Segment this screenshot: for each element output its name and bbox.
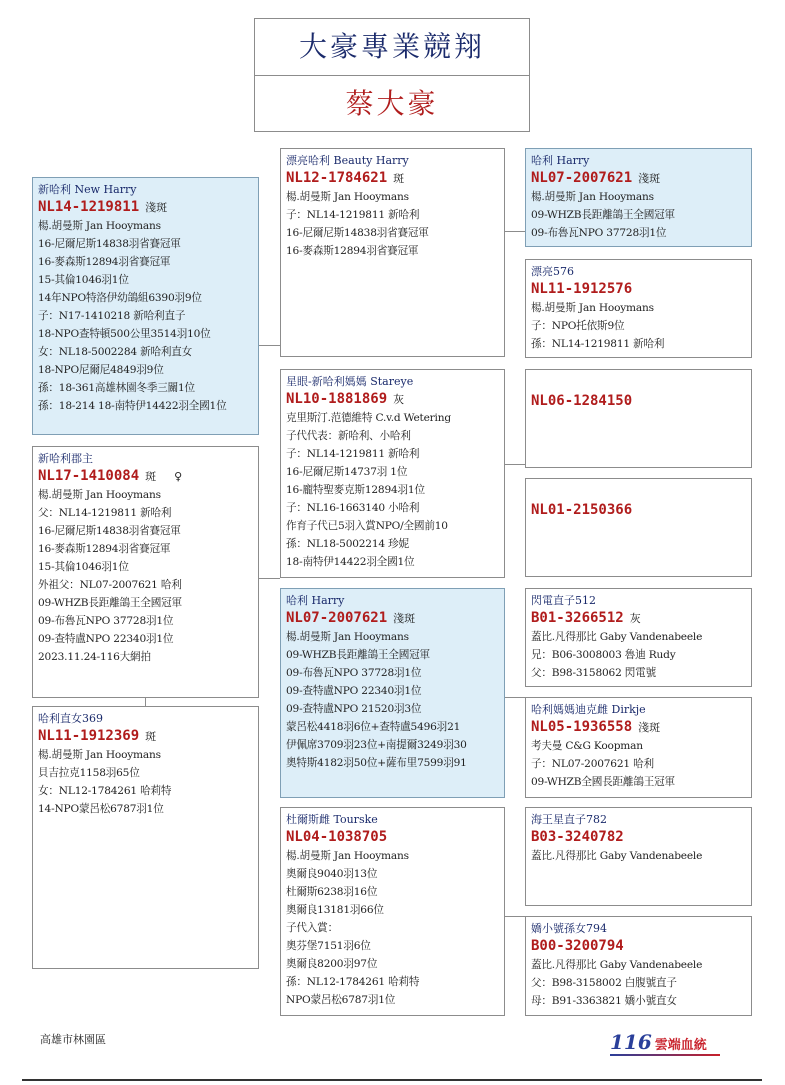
info-line: 楊.胡曼斯 Jan Hooymans [38, 220, 161, 232]
ring-number [531, 937, 746, 956]
info-line: 09-查特盧NPO 22340羽1位 [286, 685, 422, 697]
pigeon-color: 斑 [145, 470, 157, 483]
connector-sire2-gp [505, 697, 525, 698]
pigeon-card-new-harry-princess [32, 446, 259, 698]
ring-number-text: NL17-1410084 [38, 468, 140, 484]
info-line: 克里斯汀.范德維特 C.v.d Wetering [286, 412, 451, 424]
info-line: 母：B91-3363821 嬌小號直女 [531, 995, 677, 1007]
pigeon-card-dirkje [525, 697, 752, 798]
ring-number [38, 198, 253, 217]
info-line: 子：N17-1410218 新哈利直子 [38, 310, 186, 322]
ring-number [531, 392, 746, 411]
pigeon-color: 淺斑 [638, 721, 661, 734]
info-line: 09-WHZB長距離鴿王全國冠軍 [38, 597, 182, 609]
ring-number-text: NL14-1219811 [38, 199, 140, 215]
info-line: 孫：NL14-1219811 新哈利 [531, 338, 665, 350]
logo-underline [610, 1054, 720, 1056]
info-line: 楊.胡曼斯 Jan Hooymans [531, 302, 654, 314]
pigeon-color: 灰 [629, 612, 641, 625]
info-line: 女：NL12-1784261 哈莉特 [38, 785, 172, 797]
info-line: 14-NPO蒙呂松6787羽1位 [38, 803, 164, 815]
pigeon-card-neptune-782 [525, 807, 752, 906]
info-line: 兄：B06-3008003 魯迪 Rudy [531, 649, 676, 661]
pigeon-name: 哈利 Harry [531, 154, 590, 167]
ring-number [286, 609, 499, 628]
info-line: 16-尼爾尼斯14838羽省賽冠軍 [38, 525, 181, 537]
footer-location: 高雄市林園區 [40, 1033, 106, 1046]
info-line: 16-麥森斯12894羽省賽冠軍 [286, 245, 419, 257]
pigeon-name: 新哈利 New Harry [38, 183, 137, 196]
pigeon-name: 新哈利郡主 [38, 452, 93, 465]
pigeon-name: 漂亮哈利 Beauty Harry [286, 154, 409, 167]
info-line: 奧芬堡7151羽6位 [286, 940, 371, 952]
info-line: 14年NPO特洛伊幼鴿組6390羽9位 [38, 292, 202, 304]
pigeon-color: 淺斑 [393, 612, 416, 625]
info-line: 楊.胡曼斯 Jan Hooymans [38, 749, 161, 761]
info-line: 子：NL16-1663140 小哈利 [286, 502, 420, 514]
info-line: 蓋比.凡得那比 Gaby Vandenabeele [531, 850, 703, 862]
info-line: 2023.11.24-116大網拍 [38, 651, 151, 663]
logo-number: 116 [610, 1030, 652, 1054]
ring-number [531, 169, 746, 188]
info-line: 16-麥森斯12894羽省賽冠軍 [38, 256, 171, 268]
info-line: 女：NL18-5002284 新哈利直女 [38, 346, 193, 358]
ring-number [531, 280, 746, 299]
ring-number [38, 467, 253, 486]
pigeon-color: 淺斑 [145, 201, 168, 214]
ring-number-text: B00-3200794 [531, 938, 624, 954]
pigeon-card-stareye [280, 369, 505, 578]
pigeon-card-petite-794 [525, 916, 752, 1016]
logo-text: 雲端血統 [654, 1038, 707, 1053]
connector-dam2-gp [505, 916, 525, 917]
info-line: 16-尼爾尼斯14737羽 1位 [286, 466, 408, 478]
pigeon-card-tourske [280, 807, 505, 1016]
info-line: 16-尼爾尼斯14838羽省賽冠軍 [286, 227, 429, 239]
pigeon-card-harry-daughter-369 [32, 706, 259, 969]
pigeon-name: 杜爾斯雌 Tourske [286, 813, 378, 826]
info-line: 18-NPO查特頓500公里3514羽10位 [38, 328, 211, 340]
info-line: 奧爾良13181羽66位 [286, 904, 384, 916]
info-line: 父：NL14-1219811 新哈利 [38, 507, 172, 519]
ring-number-text: B03-3240782 [531, 829, 624, 845]
info-line: NPO蒙呂松6787羽1位 [286, 994, 396, 1006]
info-line: 子代代表：新哈利、小哈利 [286, 430, 411, 442]
pigeon-name: 海王星直子782 [531, 813, 607, 826]
pigeon-card-beauty-576 [525, 259, 752, 358]
ring-number-text: NL07-2007621 [531, 170, 633, 186]
ring-number [38, 727, 253, 746]
pigeon-name: 星眼-新哈利媽媽 Stareye [286, 375, 414, 388]
info-line: 蓋比.凡得那比 Gaby Vandenabeele [531, 631, 703, 643]
info-line: 作育子代已5羽入賞NPO/全國前10 [286, 520, 448, 532]
pigeon-name: 哈利直女369 [38, 712, 103, 725]
info-line: 15-其倫1046羽1位 [38, 274, 129, 286]
ring-number-text: NL10-1881869 [286, 391, 388, 407]
pigeon-card-lightning-512 [525, 588, 752, 687]
info-line: 09-WHZB全國長距離鴿王冠軍 [531, 776, 675, 788]
info-line: 蒙呂松4418羽6位+查特盧5496羽21 [286, 721, 461, 733]
connector-subject2-subject3 [145, 698, 146, 706]
ring-number [286, 828, 499, 847]
info-line: 子：NL14-1219811 新哈利 [286, 209, 420, 221]
pigeon-name: 閃電直子512 [531, 594, 596, 607]
info-line: 09-布魯瓦NPO 37728羽1位 [38, 615, 174, 627]
info-line: 18-南特伊14422羽全國1位 [286, 556, 415, 568]
info-line: 楊.胡曼斯 Jan Hooymans [286, 631, 409, 643]
info-line: 父：B98-3158062 閃電號 [531, 667, 656, 679]
info-line: 楊.胡曼斯 Jan Hooymans [38, 489, 161, 501]
info-line: 孫：NL12-1784261 哈莉特 [286, 976, 420, 988]
ring-number-text: NL12-1784621 [286, 170, 388, 186]
header-box [254, 18, 530, 132]
connector-subject-parents [259, 345, 280, 346]
info-line: 15-其倫1046羽1位 [38, 561, 129, 573]
ring-number-text: NL07-2007621 [286, 610, 388, 626]
info-line: 楊.胡曼斯 Jan Hooymans [531, 191, 654, 203]
info-line: 孫：NL18-5002214 珍妮 [286, 538, 409, 550]
pigeon-color: 灰 [393, 393, 405, 406]
info-line: 父：B98-3158002 白腹號直子 [531, 977, 677, 989]
pigeon-name: 漂亮576 [531, 265, 574, 278]
info-line: 奧爾良8200羽97位 [286, 958, 378, 970]
ring-number [286, 390, 499, 409]
info-line: 奧特斯4182羽50位+薩布里7599羽91 [286, 757, 467, 769]
pigeon-card-harry-gp [525, 148, 752, 247]
info-line: 外祖父：NL07-2007621 哈利 [38, 579, 182, 591]
ring-number-text: NL11-1912576 [531, 281, 633, 297]
info-line: 16-麥森斯12894羽省賽冠軍 [38, 543, 171, 555]
connector-subject2-parents [259, 578, 280, 579]
bottom-rule [22, 1079, 762, 1081]
info-line: 09-WHZB長距離鴿王全國冠軍 [531, 209, 675, 221]
pigeon-card-new-harry [32, 177, 259, 435]
info-line: 伊佩席3709羽23位+南提爾3249羽30 [286, 739, 467, 751]
info-line: 孫：18-361高雄林園冬季三關1位 [38, 382, 195, 394]
ring-number-text: NL01-2150366 [531, 502, 633, 518]
ring-number [531, 609, 746, 628]
info-line: 子：NPO托依斯9位 [531, 320, 625, 332]
ring-number [531, 718, 746, 737]
info-line: 子代入賞： [286, 922, 338, 934]
info-line: 孫：18-214 18-南特伊14422羽全國1位 [38, 400, 227, 412]
ring-number [531, 828, 746, 847]
ring-number-text: B01-3266512 [531, 610, 624, 626]
pigeon-card-harry-2 [280, 588, 505, 798]
ring-number-text: NL11-1912369 [38, 728, 140, 744]
pigeon-color: 斑 [393, 172, 405, 185]
info-line: 16-龐特聖麥克斯12894羽1位 [286, 484, 425, 496]
info-line: 18-NPO尼爾尼4849羽9位 [38, 364, 164, 376]
info-line: 楊.胡曼斯 Jan Hooymans [286, 850, 409, 862]
pigeon-card-nl06 [525, 369, 752, 468]
ring-number-text: NL06-1284150 [531, 393, 633, 409]
ring-number [531, 501, 746, 520]
connector-dam-gp [505, 464, 525, 465]
info-line: 09-查特盧NPO 22340羽1位 [38, 633, 174, 645]
pigeon-name: 哈利 Harry [286, 594, 345, 607]
info-line: 杜爾斯6238羽16位 [286, 886, 378, 898]
info-line: 09-WHZB長距離鴿王全國冠軍 [286, 649, 430, 661]
ring-number-text: NL04-1038705 [286, 829, 388, 845]
pigeon-name: 哈利媽媽迪克雌 Dirkje [531, 703, 646, 716]
info-line: 09-查特盧NPO 21520羽3位 [286, 703, 422, 715]
female-sex-icon: ♀ [174, 470, 183, 483]
info-line: 楊.胡曼斯 Jan Hooymans [286, 191, 409, 203]
info-line: 16-尼爾尼斯14838羽省賽冠軍 [38, 238, 181, 250]
info-line: 09-布魯瓦NPO 37728羽1位 [531, 227, 667, 239]
owner-name: 蔡大豪 [345, 87, 439, 120]
info-line: 09-布魯瓦NPO 37728羽1位 [286, 667, 422, 679]
info-line: 奧爾良9040羽13位 [286, 868, 378, 880]
info-line: 考夫曼 C&G Koopman [531, 740, 643, 752]
info-line: 子：NL07-2007621 哈利 [531, 758, 654, 770]
info-line: 蓋比.凡得那比 Gaby Vandenabeele [531, 959, 703, 971]
info-line: 貝吉拉克1158羽65位 [38, 767, 140, 779]
ring-number [286, 169, 499, 188]
cloud-pedigree-logo [610, 1030, 707, 1056]
pigeon-color: 斑 [145, 730, 157, 743]
pigeon-card-nl01 [525, 478, 752, 577]
info-line: 子：NL14-1219811 新哈利 [286, 448, 420, 460]
connector-sire-gp [505, 231, 525, 232]
pigeon-name: 嬌小號孫女794 [531, 922, 607, 935]
pigeon-color: 淺斑 [638, 172, 661, 185]
ring-number-text: NL05-1936558 [531, 719, 633, 735]
loft-title: 大豪專業競翔 [255, 19, 529, 76]
pigeon-card-beauty-harry [280, 148, 505, 357]
